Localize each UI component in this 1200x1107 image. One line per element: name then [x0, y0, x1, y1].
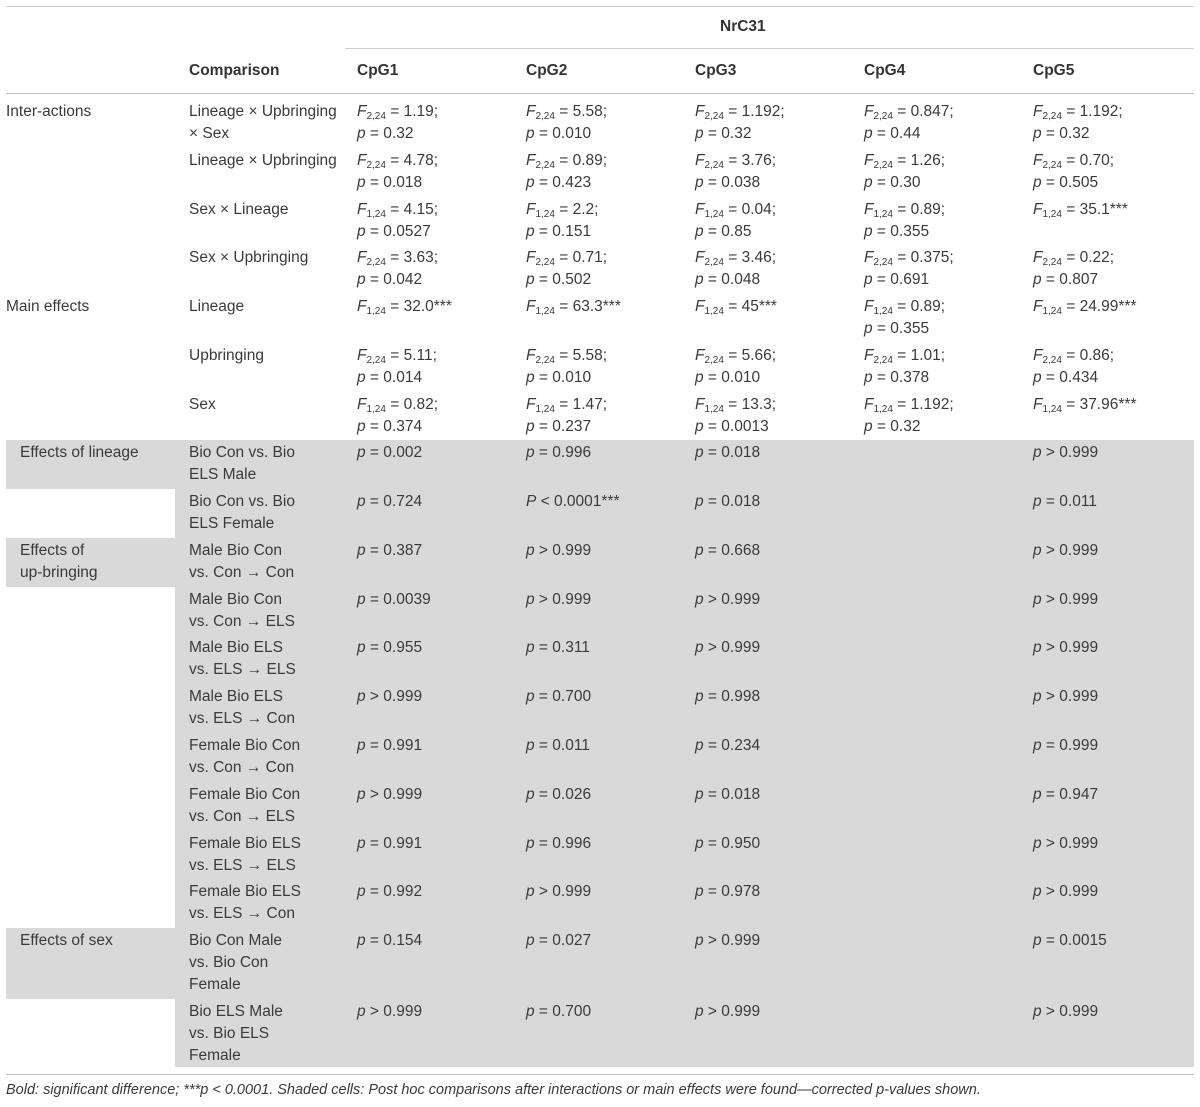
comparison-cell: Bio Con Male vs. Bio Con Female [189, 932, 283, 993]
value-cell-cpg1: $F_{1,24} = 32.0***$ [357, 298, 452, 317]
value-cell-cpg2: $F_{2,24} = 5.58$; p = 0.010 [526, 103, 608, 142]
comparison-cell: Bio Con vs. Bio ELS Female [189, 493, 295, 532]
value-cell-cpg5: $F_{1,24} = 37.96***$ [1033, 396, 1137, 415]
value-cell-cpg3: p = 0.018 [695, 444, 761, 461]
value-cell-cpg5: p = 0.011 [1033, 493, 1097, 510]
section-label: Effects of up-bringing [20, 542, 98, 581]
value-cell-cpg5: $F_{2,24} = 1.192$; p = 0.32 [1033, 103, 1123, 142]
value-cell-cpg3: $F_{1,24} = 0.04$; p = 0.85 [695, 201, 777, 240]
value-cell-cpg3: p > 0.999 [695, 1003, 761, 1020]
value-cell-cpg1: p = 0.154 [357, 932, 423, 949]
comparison-cell: Female Bio ELS vs. ELS → ELS [189, 835, 301, 874]
value-cell-cpg2: p = 0.011 [526, 737, 590, 754]
value-cell-cpg2: p = 0.026 [526, 786, 592, 803]
value-cell-cpg4: $F_{2,24} = 0.375$; p = 0.691 [864, 249, 954, 288]
value-cell-cpg3: p = 0.018 [695, 493, 761, 510]
value-cell-cpg2: p = 0.700 [526, 1003, 592, 1020]
value-cell-cpg3: $F_{1,24} = 45***$ [695, 298, 777, 317]
value-cell-cpg2: $F_{2,24} = 5.58$; p = 0.010 [526, 347, 608, 386]
column-header-cpg4: CpG4 [864, 62, 906, 79]
value-cell-cpg5: p > 0.999 [1033, 883, 1099, 900]
value-cell-cpg5: p > 0.999 [1033, 688, 1099, 705]
value-cell-cpg1: p > 0.999 [357, 786, 423, 803]
value-cell-cpg5: $F_{2,24} = 0.22$; p = 0.807 [1033, 249, 1115, 288]
value-cell-cpg1: p > 0.999 [357, 688, 423, 705]
group-header: NrC31 [720, 18, 766, 35]
value-cell-cpg4: $F_{2,24} = 0.847$; p = 0.44 [864, 103, 954, 142]
value-cell-cpg3: $F_{2,24} = 3.76$; p = 0.038 [695, 152, 777, 191]
column-header-cpg5: CpG5 [1033, 62, 1075, 79]
value-cell-cpg2: p > 0.999 [526, 883, 592, 900]
value-cell-cpg1: p > 0.999 [357, 1003, 423, 1020]
header-bottom-rule [6, 93, 1194, 94]
comparison-cell: Male Bio ELS vs. ELS → Con [189, 688, 295, 727]
column-header-cpg2: CpG2 [526, 62, 568, 79]
comparison-cell: Lineage × Upbringing [189, 152, 337, 169]
value-cell-cpg5: p > 0.999 [1033, 1003, 1099, 1020]
table-top-rule [6, 6, 1194, 7]
value-cell-cpg3: p = 0.998 [695, 688, 761, 705]
value-cell-cpg1: $F_{2,24} = 1.19$; p = 0.32 [357, 103, 439, 142]
table-footnote: Bold: significant difference; ***p < 0.0001. Shaded cells: Post hoc comparisons after interactions or main effects were found—corrected p-values shown. [6, 1082, 981, 1098]
value-cell-cpg2: p = 0.027 [526, 932, 592, 949]
value-cell-cpg3: p > 0.999 [695, 932, 761, 949]
value-cell-cpg1: $F_{2,24} = 5.11$; p = 0.014 [357, 347, 437, 386]
footnote-rule [6, 1074, 1194, 1075]
value-cell-cpg5: p = 0.999 [1033, 737, 1099, 754]
section-label: Effects of lineage [20, 444, 139, 461]
value-cell-cpg5: p > 0.999 [1033, 591, 1099, 608]
value-cell-cpg1: p = 0.992 [357, 883, 423, 900]
value-cell-cpg1: p = 0.991 [357, 737, 423, 754]
value-cell-cpg5: p > 0.999 [1033, 639, 1099, 656]
value-cell-cpg2: P < 0.0001*** [526, 493, 620, 510]
section-label: Main effects [6, 298, 90, 315]
value-cell-cpg5: p > 0.999 [1033, 444, 1099, 461]
value-cell-cpg3: $F_{2,24} = 5.66$; p = 0.010 [695, 347, 777, 386]
value-cell-cpg5: p > 0.999 [1033, 835, 1099, 852]
value-cell-cpg3: $F_{1,24} = 13.3$; p = 0.0013 [695, 396, 777, 435]
value-cell-cpg2: p > 0.999 [526, 591, 592, 608]
column-header-cpg3: CpG3 [695, 62, 737, 79]
value-cell-cpg1: p = 0.724 [357, 493, 423, 510]
value-cell-cpg5: $F_{1,24} = 35.1***$ [1033, 201, 1128, 220]
value-cell-cpg3: $F_{2,24} = 1.192$; p = 0.32 [695, 103, 785, 142]
value-cell-cpg2: p = 0.311 [526, 639, 590, 656]
value-cell-cpg3: p = 0.668 [695, 542, 761, 559]
column-header-comparison: Comparison [189, 62, 280, 79]
value-cell-cpg5: $F_{2,24} = 0.86$; p = 0.434 [1033, 347, 1115, 386]
comparison-cell: Male Bio Con vs. Con → ELS [189, 591, 295, 630]
value-cell-cpg3: p > 0.999 [695, 639, 761, 656]
value-cell-cpg5: p > 0.999 [1033, 542, 1099, 559]
comparison-cell: Female Bio Con vs. Con → Con [189, 737, 301, 776]
value-cell-cpg1: p = 0.955 [357, 639, 423, 656]
comparison-cell: Bio Con vs. Bio ELS Male [189, 444, 295, 483]
comparison-cell: Lineage [189, 298, 245, 315]
value-cell-cpg2: p = 0.996 [526, 444, 592, 461]
group-header-rule [345, 48, 1194, 49]
comparison-cell: Female Bio ELS vs. ELS → Con [189, 883, 301, 922]
comparison-cell: Male Bio Con vs. Con → Con [189, 542, 295, 581]
value-cell-cpg2: $F_{1,24} = 1.47$; p = 0.237 [526, 396, 608, 435]
value-cell-cpg1: p = 0.0039 [357, 591, 431, 608]
comparison-cell: Bio ELS Male vs. Bio ELS Female [189, 1003, 283, 1064]
value-cell-cpg2: $F_{2,24} = 0.89$; p = 0.423 [526, 152, 608, 191]
value-cell-cpg3: p > 0.999 [695, 591, 761, 608]
value-cell-cpg3: p = 0.950 [695, 835, 761, 852]
value-cell-cpg4: $F_{1,24} = 1.192$; p = 0.32 [864, 396, 954, 435]
comparison-cell: Male Bio ELS vs. ELS → ELS [189, 639, 296, 678]
value-cell-cpg5: p = 0.947 [1033, 786, 1099, 803]
comparison-cell: Sex × Upbringing [189, 249, 309, 266]
value-cell-cpg1: p = 0.991 [357, 835, 423, 852]
value-cell-cpg1: $F_{2,24} = 4.78$; p = 0.018 [357, 152, 439, 191]
comparison-cell: Sex [189, 396, 216, 413]
value-cell-cpg2: p = 0.700 [526, 688, 592, 705]
value-cell-cpg1: p = 0.387 [357, 542, 423, 559]
value-cell-cpg1: $F_{2,24} = 3.63$; p = 0.042 [357, 249, 439, 288]
value-cell-cpg4: $F_{2,24} = 1.26$; p = 0.30 [864, 152, 946, 191]
comparison-cell: Lineage × Upbringing × Sex [189, 103, 337, 142]
value-cell-cpg5: p = 0.0015 [1033, 932, 1107, 949]
value-cell-cpg4: $F_{2,24} = 1.01$; p = 0.378 [864, 347, 946, 386]
value-cell-cpg2: $F_{1,24} = 2.2$; p = 0.151 [526, 201, 599, 240]
value-cell-cpg4: $F_{1,24} = 0.89$; p = 0.355 [864, 201, 946, 240]
value-cell-cpg2: $F_{1,24} = 63.3***$ [526, 298, 621, 317]
comparison-cell: Female Bio Con vs. Con → ELS [189, 786, 301, 825]
value-cell-cpg3: p = 0.234 [695, 737, 761, 754]
comparison-cell: Sex × Lineage [189, 201, 289, 218]
value-cell-cpg2: $F_{2,24} = 0.71$; p = 0.502 [526, 249, 608, 288]
value-cell-cpg2: p = 0.996 [526, 835, 592, 852]
value-cell-cpg3: p = 0.978 [695, 883, 761, 900]
value-cell-cpg3: $F_{2,24} = 3.46$; p = 0.048 [695, 249, 777, 288]
section-label: Effects of sex [20, 932, 113, 949]
comparison-cell: Upbringing [189, 347, 264, 364]
value-cell-cpg1: $F_{1,24} = 0.82$; p = 0.374 [357, 396, 439, 435]
value-cell-cpg3: p = 0.018 [695, 786, 761, 803]
value-cell-cpg5: $F_{1,24} = 24.99***$ [1033, 298, 1137, 317]
value-cell-cpg1: p = 0.002 [357, 444, 423, 461]
section-label: Inter-actions [6, 103, 92, 120]
value-cell-cpg2: p > 0.999 [526, 542, 592, 559]
value-cell-cpg4: $F_{1,24} = 0.89$; p = 0.355 [864, 298, 946, 337]
value-cell-cpg1: $F_{1,24} = 4.15$; p = 0.0527 [357, 201, 439, 240]
value-cell-cpg5: $F_{2,24} = 0.70$; p = 0.505 [1033, 152, 1115, 191]
column-header-cpg1: CpG1 [357, 62, 399, 79]
